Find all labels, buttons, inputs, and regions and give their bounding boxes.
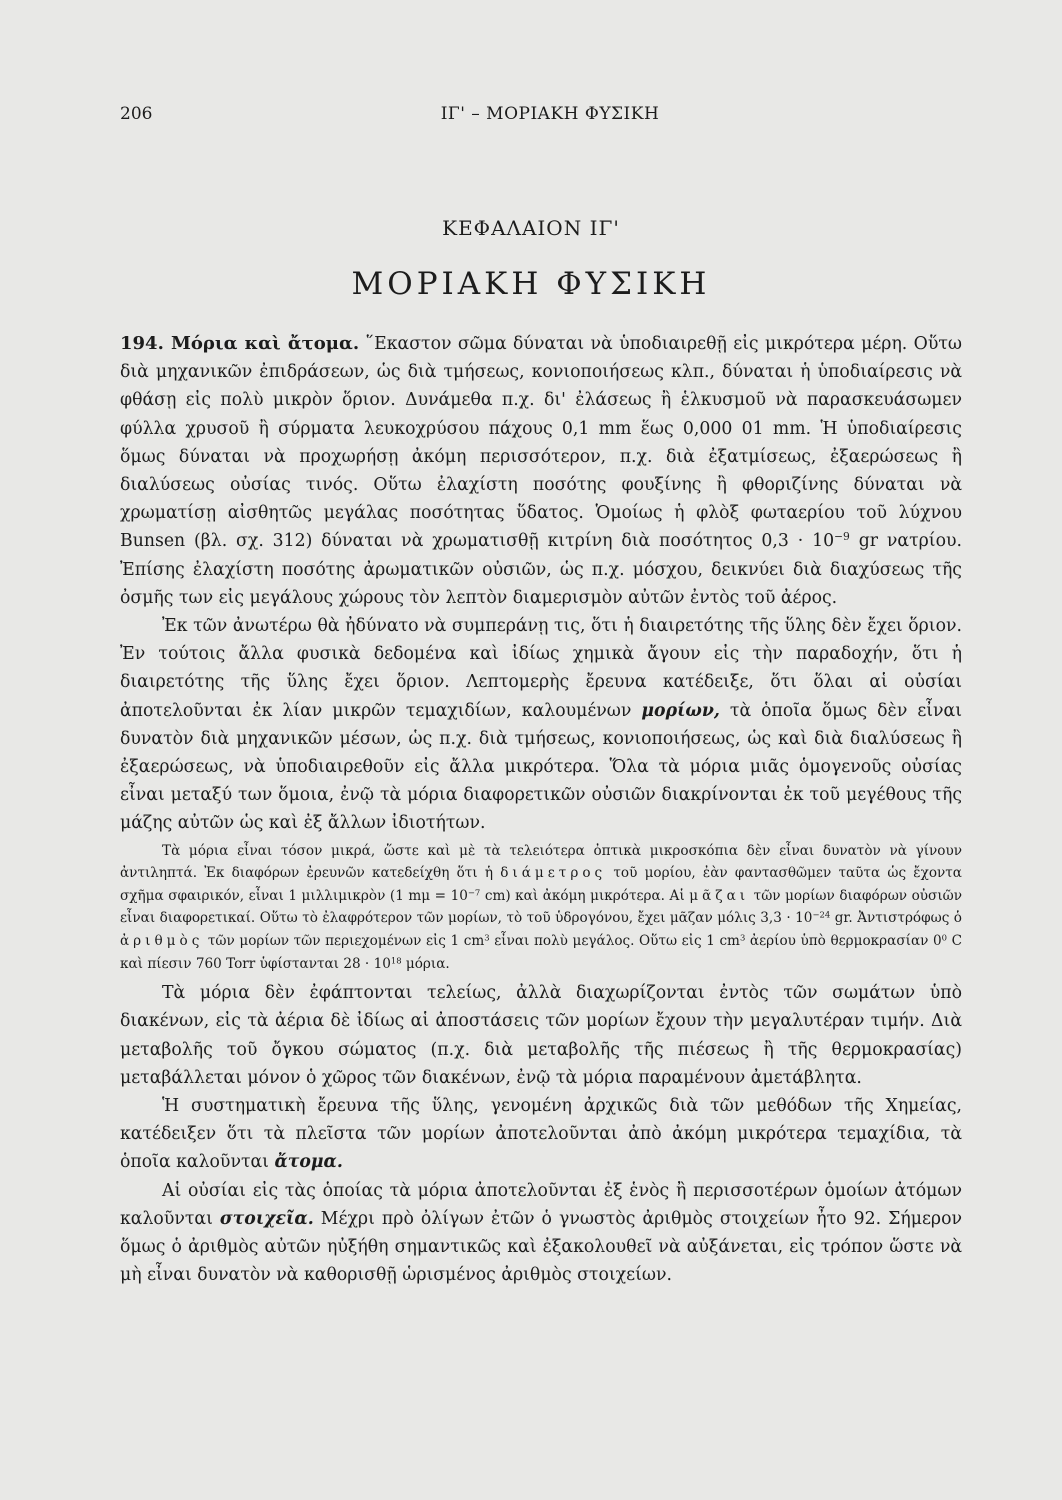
small-print-note	[120, 840, 962, 976]
paragraph-4	[120, 1092, 962, 1177]
paragraph-2-text: Ἐκ τῶν ἀνωτέρω θὰ ἠδύνατο νὰ συμπεράνῃ τις, ὅτι ἡ διαιρετότης τῆς ὕλης δὲν ἔχει ὅριον. Ἐν τούτοις ἄλλα φυσικὰ δεδομένα καὶ ἰδίως χημικὰ ἄγουν εἰς τὴν παραδοχήν, ὅτι ἡ διαιρετότης τῆς ὕλης ἔχει ὅριον. Λεπτομερὴς ἔρευνα κατέδειξε, ὅτι ὅλαι αἱ οὐσίαι ἀποτελοῦνται ἐκ λίαν μικρῶν τεμαχιδίων, καλουμένων	[120, 616, 962, 721]
paragraph-5	[120, 1177, 962, 1290]
paragraph-2-tail: τὰ ὁποῖα ὅμως δὲν εἶναι δυνατὸν διὰ μηχανικῶν μέσων, ὡς π.χ. διὰ τμήσεως, κονιοποιήσεως, ὡς καὶ διὰ διαλύσεως ἢ ἐξαερώσεως, νὰ ὑποδιαιρεθοῦν εἰς ἄλλα μικρότερα. Ὅλα τὰ μόρια μιᾶς ὁμογενοῦς οὐσίας εἶναι μεταξύ των ὅμοια, ἐνῷ τὰ μόρια διαφορετικῶν οὐσιῶν διακρίνονται ἐκ τοῦ μεγέθους τῆς μάζης αὐτῶν ὡς καὶ ἐξ ἄλλων ἰδιοτήτων.	[120, 700, 963, 834]
term-moria: μορίων,	[641, 700, 720, 721]
section-heading: 194. Μόρια καὶ ἄτομα.	[120, 333, 360, 354]
term-atoma: ἄτομα.	[274, 1152, 343, 1173]
paragraph-1-text: ῞Εκαστον σῶμα δύναται νὰ ὑποδιαιρεθῇ εἰς μικρότερα μέρη. Οὕτω διὰ μηχανικῶν ἐπιδράσεων, ὡς διὰ τμήσεως, κονιοποιήσεως κλπ., δύναται ἡ ὑποδιαίρεσις νὰ φθάσῃ εἰς πολὺ μικρὸν ὅριον. Δυνάμεθα π.χ. δι' ἐλάσεως ἢ ἑλκυσμοῦ νὰ παρασκευάσωμεν φύλλα χρυσοῦ ἢ σύρματα λευκοχρύσου πάχους 0,1 mm ἕως 0,000 01 mm. Ἡ ὑποδιαίρεσις ὅμως δύναται νὰ προχωρήσῃ ἀκόμη περισσότερον, π.χ. διὰ ἐξατμίσεως, ἐξαερώσεως ἢ διαλύσεως οὐσίας τινός. Οὕτω ἐλαχίστη ποσότης φουξίνης ἢ φθοριζίνης δύναται νὰ χρωματίσῃ αἰσθητῶς μεγάλας ποσότητας ὕδατος. Ὁμοίως ἡ φλὸξ φωταερίου τοῦ λύχνου Bunsen (βλ. σχ. 312) δύναται νὰ χρωματισθῇ κιτρίνη διὰ ποσότητος 0,3 · 10	[120, 334, 962, 552]
spaced-term: διάμετρος	[500, 865, 607, 882]
paragraph-4-text: Ἡ συστηματικὴ ἔρευνα τῆς ὕλης, γενομένη ἀρχικῶς διὰ τῶν μεθόδων τῆς Χημείας, κατέδειξεν ὅτι τὰ πλεῖστα τῶν μορίων ἀποτελοῦνται ἀπὸ ἀκόμη μικρότερα τεμαχίδια, τὰ ὁποῖα καλοῦνται	[120, 1096, 962, 1173]
paragraph-2	[120, 612, 962, 838]
note-text: εἶναι πολὺ μεγάλος. Οὕτω εἰς 1 cm	[489, 933, 740, 950]
spaced-term: ἀριθμὸς	[120, 933, 204, 950]
exponent: −9	[834, 530, 850, 544]
note-text: C καὶ πίεσιν 760 Torr ὑφίστανται 28 · 10	[120, 933, 962, 972]
note-text: ἀερίου ὑπὸ θερμοκρασίαν 0	[745, 933, 942, 950]
paragraph-3: Τὰ μόρια δὲν ἐφάπτονται τελείως, ἀλλὰ διαχωρίζονται ἐντὸς τῶν σωμάτων ὑπὸ διακένων, εἰς τὰ ἀέρια δὲ ἰδίως αἱ ἀποστάσεις τῶν μορίων ἔχουν τὴν μεγαλυτέραν τιμήν. Διὰ μεταβολῆς τοῦ ὄγκου σώματος (π.χ. διὰ μεταβολῆς τῆς πιέσεως ἢ τῆς θερμοκρασίας) μεταβάλλεται μόνον ὁ χῶρος τῶν διακένων, ἐνῷ τὰ μόρια παραμένουν ἀμετάβλητα.	[120, 983, 962, 1088]
term-stoicheia: στοιχεῖα.	[219, 1208, 314, 1229]
exponent: 0	[941, 932, 947, 943]
running-head	[120, 104, 980, 134]
exponent: −7	[467, 887, 481, 898]
exponent: 18	[390, 955, 402, 965]
note-text: τοῦ μορίου, ἐὰν φαντασθῶμεν ταῦτα ὡς ἔχοντα σχῆμα σφαιρικόν, εἶναι 1 μιλλιμικρὸν (1 mμ = 10	[120, 865, 962, 904]
page-number: 206	[120, 104, 153, 124]
paragraph-5-tail: Μέχρι πρὸ ὀλίγων ἐτῶν ὁ γνωστὸς ἀριθμὸς στοιχείων ἦτο 92. Σήμερον ὅμως ὁ ἀριθμὸς αὐτῶν ηὐξήθη σημαντικῶς καὶ ἐξακολουθεῖ νὰ αὐξάνεται, εἰς τρόπον ὥστε νὰ μὴ εἶναι δυνατὸν νὰ καθορισθῇ ὡρισμένος ἀριθμὸς στοιχείων.	[120, 1208, 962, 1286]
paragraph-1-tail: gr νατρίου. Ἐπίσης ἐλαχίστη ποσότης ἀρωματικῶν οὐσιῶν, ὡς π.χ. μόσχου, δεικνύει διὰ διαχύσεως τῆς ὀσμῆς των εἰς μεγάλους χώρους τὸν λεπτὸν διαμερισμὸν αὐτῶν ἐντὸς τοῦ ἀέρος.	[120, 531, 962, 608]
paragraph-5-text: Αἱ οὐσίαι εἰς τὰς ὁποίας τὰ μόρια ἀποτελοῦνται ἐξ ἑνὸς ἢ περισσοτέρων ὁμοίων ἀτόμων καλοῦνται	[120, 1180, 962, 1229]
exponent: 3	[739, 932, 746, 943]
note-text: Τὰ μόρια εἶναι τόσον μικρά, ὥστε καὶ μὲ τὰ τελειότερα ὀπτικὰ μικροσκόπια δὲν εἶναι δυνατὸν νὰ γίνουν ἀντιληπτά. Ἐκ διαφόρων ἐρευνῶν κατεδείχθη ὅτι ἡ	[120, 842, 962, 882]
spaced-term: μᾶζαι	[689, 887, 750, 904]
running-title: ΙΓ' – ΜΟΡΙΑΚΗ ΦΥΣΙΚΗ	[440, 104, 660, 124]
note-text: gr. Ἀντιστρόφως ὁ	[830, 910, 962, 927]
exponent: 3	[484, 932, 490, 943]
body-text	[120, 330, 962, 1289]
note-text: τῶν μορίων τῶν περιεχομένων εἰς 1 cm	[203, 933, 485, 950]
paragraph-1	[120, 330, 962, 612]
note-text: cm) καὶ ἀκόμη μικρότερα. Αἱ	[480, 887, 690, 904]
chapter-title: ΜΟΡΙΑΚΗ ΦΥΣΙΚΗ	[351, 266, 711, 302]
chapter-label: ΚΕΦΑΛΑΙΟΝ ΙΓ'	[442, 216, 620, 240]
note-text: μόρια.	[401, 955, 450, 972]
exponent: −24	[812, 909, 831, 920]
note-text: τῶν μορίων διαφόρων οὐσιῶν εἶναι διαφορετικαί. Οὕτω τὸ ἐλαφρότερον τῶν μορίων, τὸ τοῦ ὑδρογόνου, ἔχει μᾶζαν μόλις 3,3 · 10	[120, 887, 962, 927]
